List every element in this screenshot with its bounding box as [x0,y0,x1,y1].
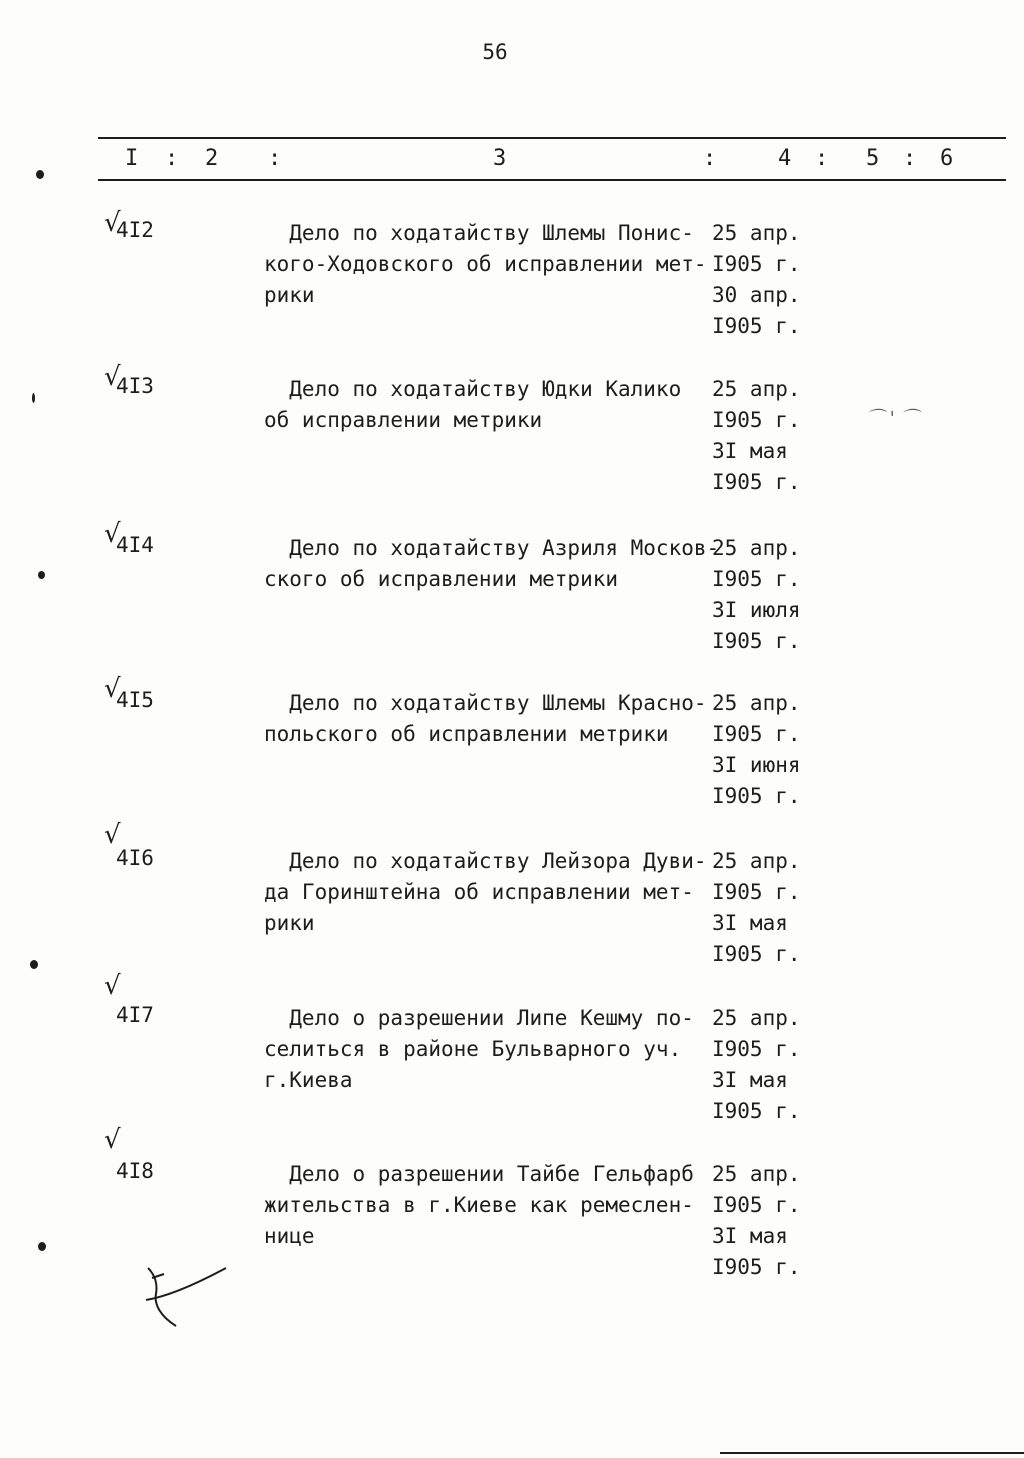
description-line: селиться в районе Бульварного уч. [264,1037,682,1061]
header-sep: : [268,146,282,171]
description-line: Дело по ходатайству Юдки Калико [264,377,682,401]
description-line: Дело по ходатайству Шлемы Понис- [264,221,694,245]
date-line: 25 апр. [712,1162,801,1186]
entry-description [264,688,714,750]
description-line: Дело о разрешении Липе Кешму по- [264,1006,694,1030]
date-line: 25 апр. [712,1006,801,1030]
date-line: 25 апр. [712,536,801,560]
entry-row [0,820,1024,996]
entry-number: 4I7 [116,1003,154,1027]
description-line: Дело по ходатайству Азриля Москов- [264,536,720,560]
date-line: 25 апр. [712,377,801,401]
date-line: I905 г. [712,314,801,338]
entry-dates [712,1159,801,1283]
date-line: 3I мая [712,439,788,463]
description-line: Дело по ходатайству Лейзора Дуви- [264,849,707,873]
date-line: 3I июня [712,753,801,777]
date-line: I905 г. [712,942,801,966]
date-line: I905 г. [712,1037,801,1061]
entry-description [264,218,714,311]
entry-dates [712,533,801,657]
description-line: об исправлении метрики [264,408,543,432]
header-top-rule [98,137,1006,139]
date-line: I905 г. [712,567,801,591]
entry-description [264,533,720,595]
description-line: нице [264,1224,315,1248]
scan-speck [38,571,45,579]
check-mark-icon: √ [104,1125,121,1155]
date-line: I905 г. [712,408,801,432]
header-sep: : [815,146,829,171]
entry-row [0,208,1024,368]
description-line: Дело о разрешении Тайбе Гельфарб [264,1162,694,1186]
entry-description [264,1159,714,1252]
check-mark-icon: √ [104,971,121,1001]
date-line: 3I июля [712,598,801,622]
entry-dates [712,1003,801,1127]
check-mark-icon: √ [104,208,121,238]
entry-number: 4I6 [116,846,154,870]
entry-number: 4I2 [116,218,154,242]
entry-number: 4I8 [116,1159,154,1183]
entry-number: 4I3 [116,374,154,398]
scan-speck [38,1242,46,1251]
date-line: I905 г. [712,1255,801,1279]
description-line: жительства в г.Киеве как ремеслен- [264,1193,694,1217]
description-line: польского об исправлении метрики [264,722,669,746]
date-line: 3I мая [712,1224,788,1248]
date-line: 3I мая [712,1068,788,1092]
margin-pencil-mark: ⌒ ' ⌒ [866,408,919,429]
header-sep: : [165,146,179,171]
entry-number: 4I5 [116,688,154,712]
check-mark-icon: √ [104,519,121,549]
entry-row [0,674,1024,838]
header-sep: : [703,146,717,171]
date-line: 25 апр. [712,849,801,873]
date-line: I905 г. [712,252,801,276]
header-col-5: 5 [866,146,880,171]
date-line: I905 г. [712,1193,801,1217]
scan-speck [30,960,38,969]
date-line: 30 апр. [712,283,801,307]
header-col-1: I [125,146,139,171]
date-line: I905 г. [712,880,801,904]
page-number: 56 [482,40,508,64]
check-mark-icon: √ [104,674,121,704]
signature-mark [140,1260,230,1330]
description-line: рики [264,283,315,307]
entry-description [264,846,714,939]
scan-speck [36,170,44,179]
header-sep: : [903,146,917,171]
date-line: I905 г. [712,1099,801,1123]
description-line: кого-Ходовского об исправлении мет- [264,252,707,276]
date-line: 3I мая [712,911,788,935]
description-line: да Горинштейна об исправлении мет- [264,880,694,904]
check-mark-icon: √ [104,362,121,392]
date-line: I905 г. [712,629,801,653]
check-mark-icon: √ [104,820,121,850]
date-line: I905 г. [712,784,801,808]
date-line: 25 апр. [712,221,801,245]
entry-dates [712,374,801,498]
entry-dates [712,218,801,342]
entry-row [0,362,1024,524]
scan-speck [32,393,35,403]
header-col-3: 3 [493,146,507,171]
date-line: I905 г. [712,470,801,494]
entry-row [0,519,1024,683]
header-col-2: 2 [205,146,219,171]
header-col-4: 4 [778,146,792,171]
entry-description [264,1003,714,1096]
entry-description [264,374,714,436]
entry-number: 4I4 [116,533,154,557]
description-line: ского об исправлении метрики [264,567,619,591]
header-bottom-rule [98,179,1006,181]
entry-dates [712,688,801,812]
header-col-6: 6 [940,146,954,171]
description-line: г.Киева [264,1068,353,1092]
description-line: рики [264,911,315,935]
date-line: 25 апр. [712,691,801,715]
date-line: I905 г. [712,722,801,746]
entry-row [0,971,1024,1153]
description-line: Дело по ходатайству Шлемы Красно- [264,691,707,715]
bottom-edge-line [720,1452,1024,1454]
entry-dates [712,846,801,970]
